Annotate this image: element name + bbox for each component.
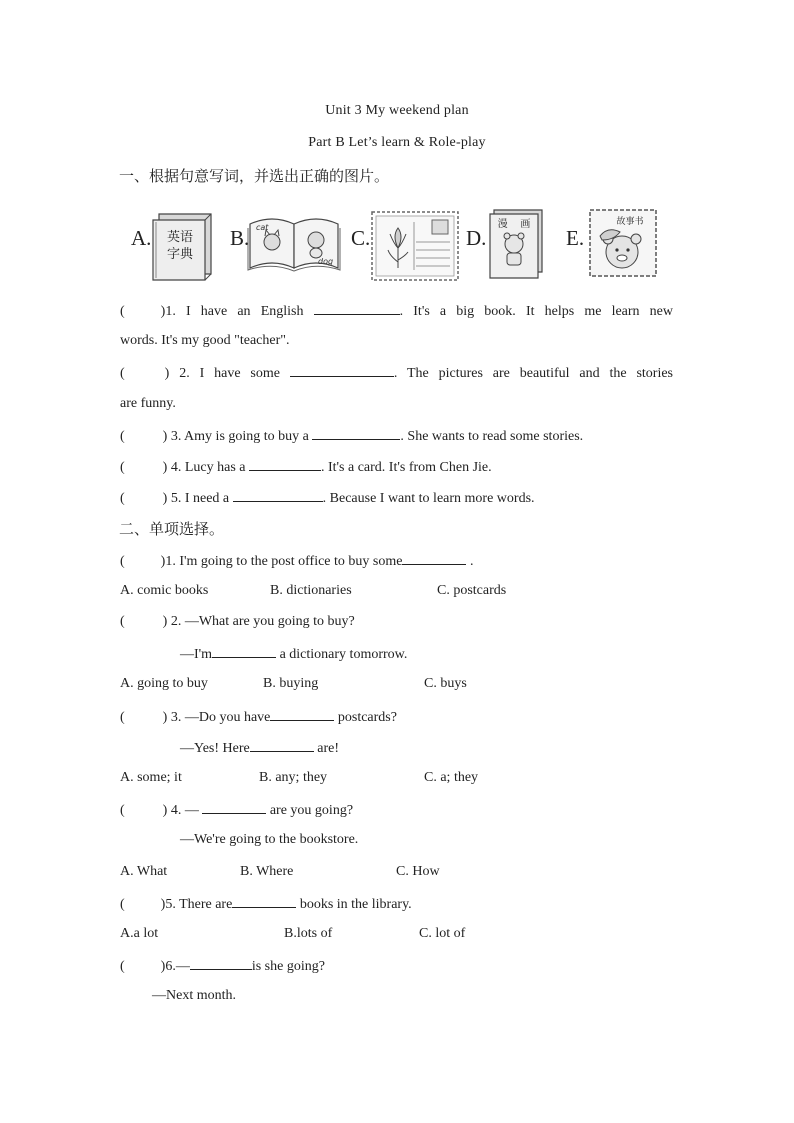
picture-book-label-cat: cat [256, 223, 269, 232]
s2-question-4-line2: —We're going to the bookstore. [180, 832, 359, 847]
s2-q5-option-b[interactable]: B.lots of [284, 926, 333, 941]
s2-q4-option-a[interactable]: A. What [120, 864, 168, 879]
s1-question-3: ( ) 3. Amy is going to buy a . She wants to read some stories. [120, 429, 584, 444]
picture-book-icon [246, 212, 342, 272]
s2-q3-option-a[interactable]: A. some; it [120, 770, 182, 785]
unit-title: Unit 3 My weekend plan [325, 103, 469, 118]
comic-book-label: 漫 画 [497, 219, 531, 230]
part-title: Part B Let’s learn & Role-play [308, 135, 486, 150]
s2-question-5: ( )5. There are books in the library. [120, 897, 412, 912]
s2-q3-blank-1[interactable] [270, 708, 334, 721]
s2-q1-blank[interactable] [402, 552, 466, 565]
s2-q1-option-b[interactable]: B. dictionaries [270, 583, 352, 598]
picture-book-label-dog: dog [318, 257, 334, 266]
s2-q2-option-b[interactable]: B. buying [263, 676, 319, 691]
postcard-icon [370, 210, 460, 282]
storybook-label: 故事书 [616, 217, 644, 227]
s1-question-2-cont: are funny. [120, 396, 176, 411]
s2-q5-option-a[interactable]: A.a lot [120, 926, 159, 941]
picture-letter-b: B. [230, 226, 250, 250]
s2-question-6-line2: —Next month. [152, 988, 236, 1003]
s2-question-3: ( ) 3. —Do you have postcards? [120, 710, 397, 725]
s2-q2-blank[interactable] [212, 645, 276, 658]
section2-heading: 二、单项选择。 [119, 520, 225, 538]
section1-heading: 一、根据句意写词，并选出正确的图片。 [119, 167, 390, 185]
s2-q4-option-b[interactable]: B. Where [240, 864, 294, 879]
s1-q2-blank[interactable] [290, 364, 394, 377]
picture-letter-c: C. [351, 226, 371, 250]
s2-q2-option-a[interactable]: A. going to buy [120, 676, 208, 691]
picture-letter-e: E. [566, 226, 585, 250]
s1-question-1: ( )1. I have an English . It's a big book. It helps me learn new [120, 304, 674, 319]
s2-q4-blank[interactable] [202, 801, 266, 814]
s2-question-4: ( ) 4. — are you going? [120, 803, 354, 818]
comic-book-icon [488, 208, 544, 280]
s1-q3-blank[interactable] [312, 427, 400, 440]
s2-question-1: ( )1. I'm going to the post office to buy some . [120, 554, 474, 569]
s1-question-5: ( ) 5. I need a . Because I want to learn more words. [120, 491, 535, 506]
s2-question-3-line2: —Yes! Here are! [180, 741, 339, 756]
s2-question-6: ( )6.— is she going? [120, 959, 325, 974]
s2-q6-blank[interactable] [190, 957, 252, 970]
s1-question-2: ( ) 2. I have some . The pictures are beautiful and the stories [120, 366, 673, 381]
s2-question-2: ( ) 2. —What are you going to buy? [120, 614, 355, 629]
s2-question-2-line2: —I'm a dictionary tomorrow. [180, 647, 408, 662]
storybook-icon [586, 206, 660, 280]
s1-q5-blank[interactable] [233, 489, 323, 502]
s2-q5-blank[interactable] [232, 895, 296, 908]
s2-q3-option-b[interactable]: B. any; they [259, 770, 328, 785]
s2-q5-option-c[interactable]: C. lot of [419, 926, 466, 941]
s2-q3-blank-2[interactable] [250, 739, 314, 752]
s2-q3-option-c[interactable]: C. a; they [424, 770, 479, 785]
s1-question-4: ( ) 4. Lucy has a . It's a card. It's from Chen Jie. [120, 460, 492, 475]
picture-letter-a: A. [131, 226, 152, 250]
s1-q1-blank[interactable] [314, 302, 400, 315]
dictionary-label-line1: 英语 [166, 230, 194, 245]
s2-q1-option-c[interactable]: C. postcards [437, 583, 507, 598]
dictionary-label-line2: 字典 [166, 247, 194, 262]
picture-letter-d: D. [466, 226, 487, 250]
s2-q1-option-a[interactable]: A. comic books [120, 583, 209, 598]
s1-question-1-cont: words. It's my good "teacher". [120, 333, 290, 348]
s2-q2-option-c[interactable]: C. buys [424, 676, 467, 691]
s2-q4-option-c[interactable]: C. How [396, 864, 440, 879]
s1-q4-blank[interactable] [249, 458, 321, 471]
dictionary-book-icon [151, 212, 215, 282]
